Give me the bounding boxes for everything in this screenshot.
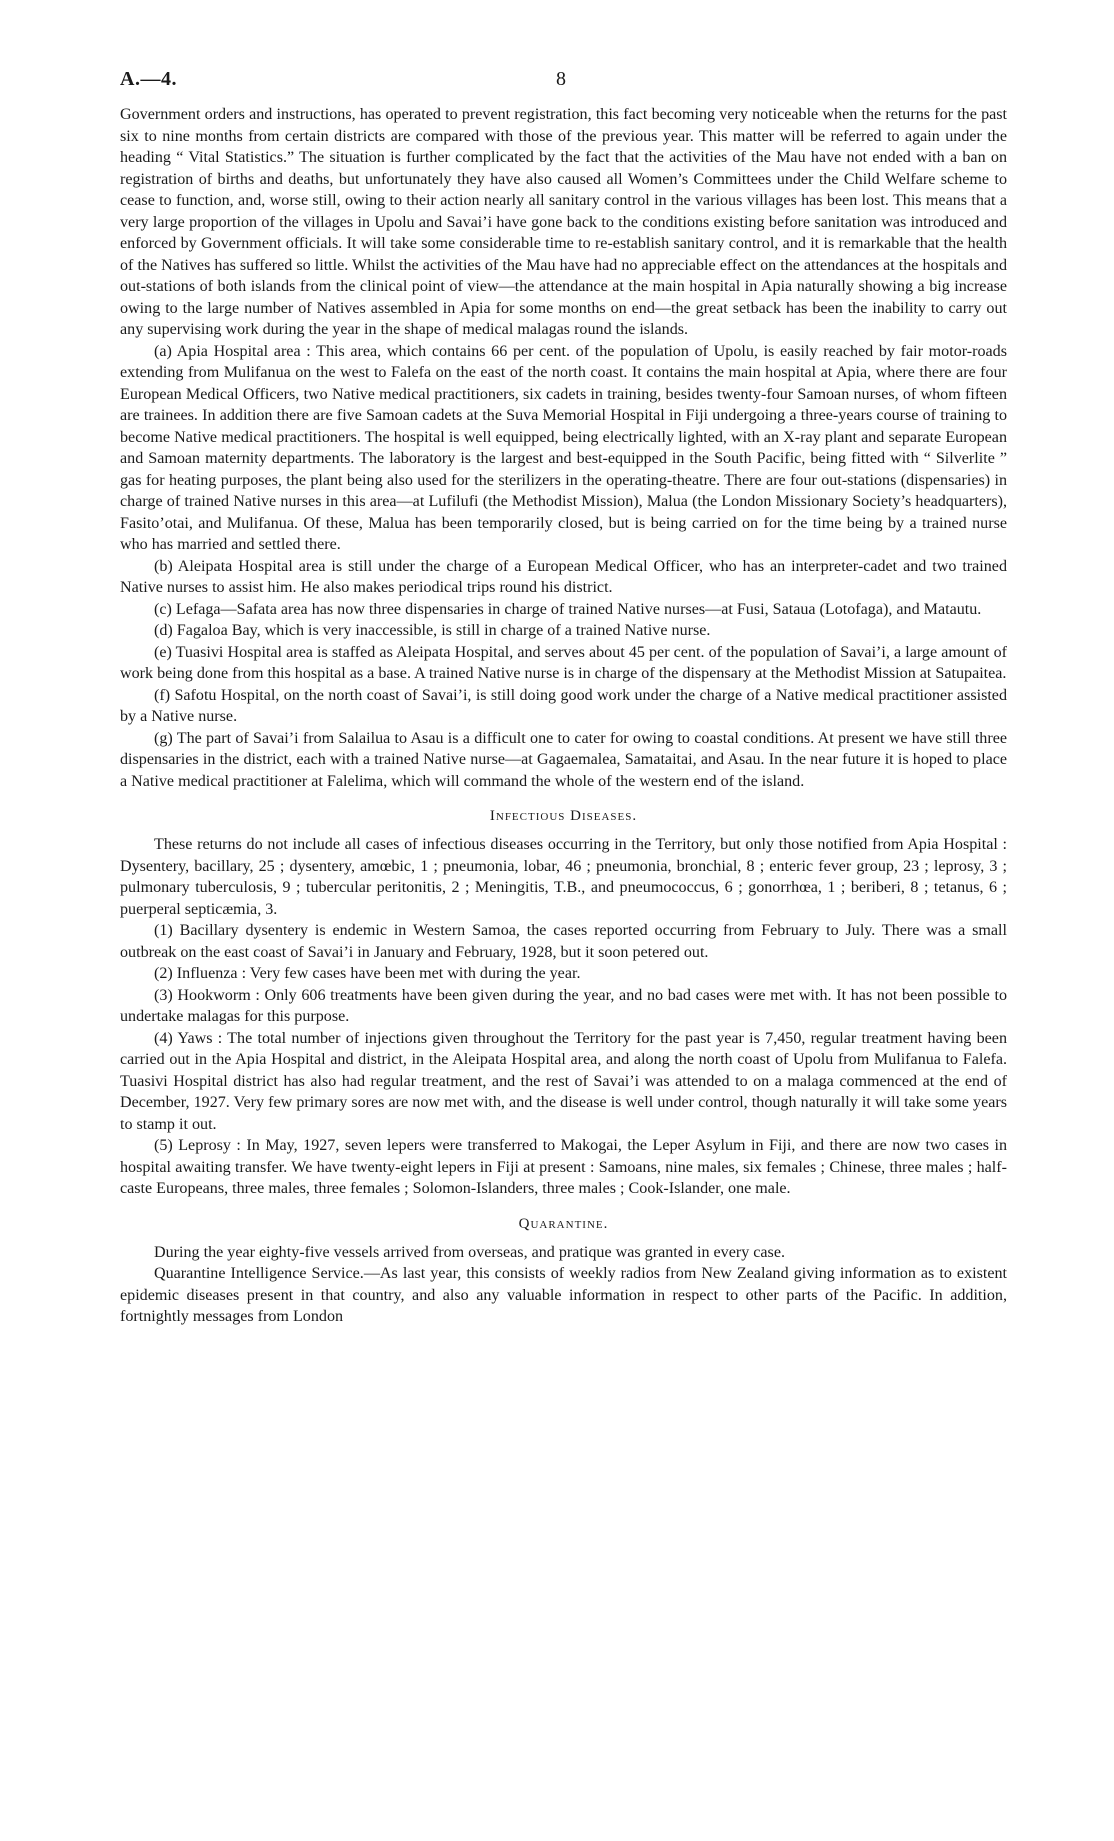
paragraph-mau-registration: Government orders and instructions, has operated to prevent registration, this fact becoming very noticeable when the returns for the past six to nine months from certain districts are compared with those of the previous year. This matter will be referred to again under the heading “ Vital Statistics.” The situation is further complicated by the fact that the activities of the Mau have not ended with a ban on registration of births and deaths, but unfortunately they have also caused all Women’s Committees under the Child Welfare scheme to cease to function, and, worse still, owing to their action nearly all sanitary control in the various villages has been lost. This means that a very large proportion of the villages in Upolu and Savai’i have gone back to the conditions existing before sanitation was introduced and enforced by Government officials. It will take some considerable time to re-establish sanitary control, and it is remarkable that the health of the Natives has suffered so little. Whilst the activities of the Mau have had no appreciable effect on the attendances at the hospitals and out-stations of both islands from the clinical point of view—the attendance at the main hospital in Apia naturally showing a big increase owing to the large number of Natives assembled in Apia for some months on end—the great setback has been the inability to carry out any supervising work during the year in the shape of medical malagas round the islands. [120, 106, 1007, 338]
document-code: A.—4. [120, 68, 177, 90]
page-number: 8 [556, 68, 566, 90]
paragraph-vessels: During the year eighty-five vessels arrived from overseas, and pratique was granted in every case. [154, 1243, 785, 1261]
section-infectious-diseases [120, 834, 1007, 1200]
paragraph-returns: These returns do not include all cases of infectious diseases occurring in the Territory, but only those notified from Apia Hospital : Dysentery, bacillary, 25 ; dysentery, amœbic, 1 ; pneumonia, lobar, 46 ; pneumonia, bronchial, 8 ; enteric fever group, 23 ; leprosy, 3 ; pulmonary tuberculosis, 9 ; tubercular peritonitis, 2 ; Meningitis, T.B., and pneumococcus, 6 ; gonorrhœa, 1 ; beriberi, 8 ; tetanus, 6 ; puerperal septicæmia, 3. [120, 836, 1007, 918]
page-header [120, 68, 1007, 104]
paragraph-lefaga-safata: (c) Lefaga—Safata area has now three dispensaries in charge of trained Native nurses—at Fusi, Sataua (Lotofaga), and Matautu. [154, 600, 982, 618]
section-quarantine [120, 1242, 1007, 1328]
paragraph-apia-hospital: (a) Apia Hospital area : This area, which contains 66 per cent. of the population of Upolu, is easily reached by fair motor-roads extending from Mulifanua on the west to Falefa on the east of the north coast. It contains the main hospital at Apia, where there are four European Medical Officers, two Native medical practitioners, six cadets in training, besides twenty-four Samoan nurses, of whom fifteen are trainees. In addition there are five Samoan cadets at the Suva Memorial Hospital in Fiji undergoing a three-years course of training to become Native medical practitioners. The hospital is well equipped, being electrically lighted, with an X-ray plant and separate European and Samoan maternity departments. The laboratory is the largest and best-equipped in the South Pacific, being fitted with “ Silverlite ” gas for heating purposes, the plant being also used for the sterilizers in the operating-theatre. There are four out-stations (dispensaries) in charge of trained Native nurses in this area—at Lufilufi (the Methodist Mission), Malua (the London Missionary Society’s headquarters), Fasito’otai, and Mulifanua. Of these, Malua has been temporarily closed, but is being carried on for the time being by a trained nurse who has married and settled there. [120, 342, 1007, 553]
section-medical-services [120, 104, 1007, 792]
paragraph-hookworm: (3) Hookworm : Only 606 treatments have been given during the year, and no bad cases were met with. It has not been possible to undertake malagas for this purpose. [120, 986, 1007, 1025]
paragraph-influenza: (2) Influenza : Very few cases have been met with during the year. [154, 965, 581, 982]
paragraph-yaws: (4) Yaws : The total number of injections given throughout the Territory for the past year is 7,450, regular treatment having been carried out in the Apia Hospital and district, in the Aleipata Hospital area, and along the north coast of Upolu from Mulifanua to Falefa. Tuasivi Hospital district has also had regular treatment, and the rest of Savai’i was attended to on a malaga commenced at the end of December, 1927. Very few primary sores are now met with, and the disease is well under control, though naturally it will take some years to stamp it out. [120, 1029, 1007, 1133]
heading-infectious-diseases: Infectious Diseases. [489, 808, 638, 824]
paragraph-intelligence-service: Quarantine Intelligence Service.—As last year, this consists of weekly radios from New Zealand giving information as to existent epidemic diseases present in that country, and also any valuable information in respect to other parts of the Pacific. In addition, fortnightly messages from London [120, 1265, 1007, 1325]
paragraph-fagaloa-bay: (d) Fagaloa Bay, which is very inaccessible, is still in charge of a trained Native nurse. [154, 622, 711, 639]
heading-quarantine: Quarantine. [518, 1215, 609, 1232]
document-page [120, 68, 1007, 1328]
paragraph-dysentery: (1) Bacillary dysentery is endemic in Western Samoa, the cases reported occurring from February to July. There was a small outbreak on the east coast of Savai’i in January and February, 1928, but it soon petered out. [120, 922, 1007, 961]
paragraph-salailua-asau: (g) The part of Savai’i from Salailua to Asau is a difficult one to cater for owing to coastal conditions. At present we have still three dispensaries in the district, each with a trained Native nurse—at Gagaemalea, Samataitai, and Asau. In the near future it is hoped to place a Native medical practitioner at Falelima, which will command the whole of the western end of the island. [120, 729, 1007, 790]
paragraph-aleipata-hospital: (b) Aleipata Hospital area is still under the charge of a European Medical Officer, who has an interpreter-cadet and two trained Native nurses to assist him. He also makes periodical trips round his district. [120, 557, 1007, 596]
paragraph-leprosy: (5) Leprosy : In May, 1927, seven lepers were transferred to Makogai, the Leper Asylum in Fiji, and there are now two cases in hospital awaiting transfer. We have twenty-eight lepers in Fiji at present : Samoans, nine males, six females ; Chinese, three males ; half-caste Europeans, three males, three females ; Solomon-Islanders, three males ; Cook-Islander, one male. [120, 1137, 1007, 1197]
paragraph-safotu-hospital: (f) Safotu Hospital, on the north coast of Savai’i, is still doing good work under the charge of a Native medical practitioner assisted by a Native nurse. [120, 686, 1007, 725]
paragraph-tuasivi-hospital: (e) Tuasivi Hospital area is staffed as Aleipata Hospital, and serves about 45 per cent. of the population of Savai’i, a large amount of work being done from this hospital as a base. A trained Native nurse is in charge of the dispensary at the Methodist Mission at Satupaitea. [120, 643, 1007, 682]
